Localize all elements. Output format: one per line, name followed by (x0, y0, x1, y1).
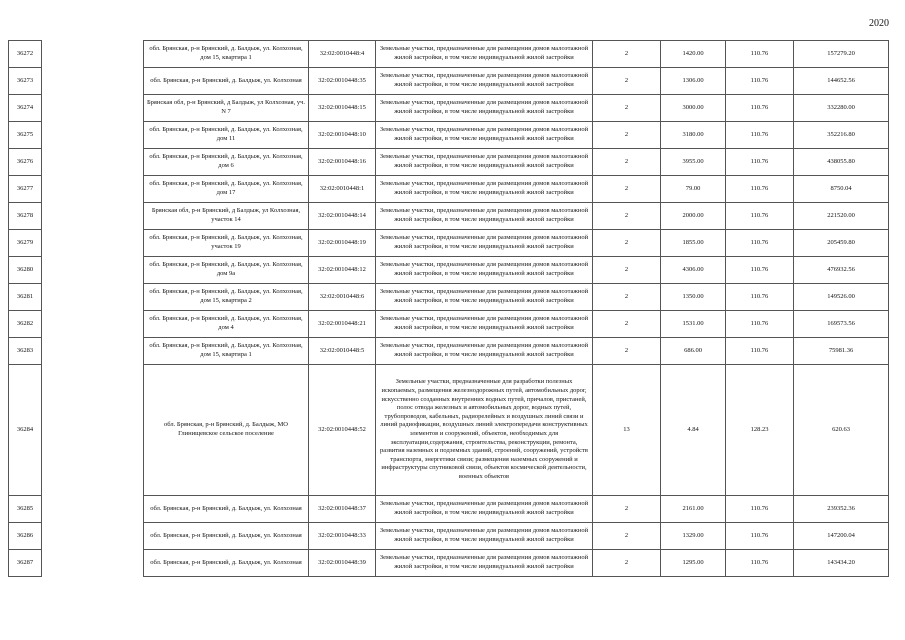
gap-cell (42, 496, 144, 523)
gap-cell (42, 257, 144, 284)
land-use-cell: Земельные участки, предназначенные для размещения домов малоэтажной жилой застройки, в том числе индивидуальной жилой застройки (376, 41, 593, 68)
land-use-cell: Земельные участки, предназначенные для размещения домов малоэтажной жилой застройки, в том числе индивидуальной жилой застройки (376, 95, 593, 122)
area-cell: 1306.00 (661, 68, 726, 95)
use-code-cell: 13 (593, 365, 661, 496)
land-use-cell: Земельные участки, предназначенные для размещения домов малоэтажной жилой застройки, в том числе индивидуальной жилой застройки (376, 496, 593, 523)
cadastral-value-cell: 332280.00 (794, 95, 889, 122)
table-row (9, 365, 889, 496)
cadastral-value-cell: 205459.80 (794, 230, 889, 257)
land-use-cell: Земельные участки, предназначенные для размещения домов малоэтажной жилой застройки, в том числе индивидуальной жилой застройки (376, 550, 593, 577)
use-code-cell: 2 (593, 95, 661, 122)
area-cell: 1420.00 (661, 41, 726, 68)
area-cell: 3000.00 (661, 95, 726, 122)
row-number-cell: 36279 (9, 230, 42, 257)
land-use-cell: Земельные участки, предназначенные для размещения домов малоэтажной жилой застройки, в том числе индивидуальной жилой застройки (376, 203, 593, 230)
table-row (9, 203, 889, 230)
row-number-cell: 36281 (9, 284, 42, 311)
cadastral-number-cell: 32:02:0010448:33 (309, 523, 376, 550)
gap-cell (42, 230, 144, 257)
address-cell: обл. Брянская, р-н Брянский, д. Балдыж, ул. Колхозная, дом 11 (144, 122, 309, 149)
row-number-cell: 36286 (9, 523, 42, 550)
row-number-cell: 36275 (9, 122, 42, 149)
area-cell: 1329.00 (661, 523, 726, 550)
cadastral-number-cell: 32:02:0010448:21 (309, 311, 376, 338)
gap-cell (42, 149, 144, 176)
cadastral-value-cell: 147200.04 (794, 523, 889, 550)
address-cell: обл. Брянская, р-н Брянский, д. Балдыж, ул. Колхозная, дом 15, квартира 2 (144, 284, 309, 311)
cadastral-value-cell: 8750.04 (794, 176, 889, 203)
row-number-cell: 36285 (9, 496, 42, 523)
land-use-cell: Земельные участки, предназначенные для размещения домов малоэтажной жилой застройки, в том числе индивидуальной жилой застройки (376, 523, 593, 550)
rate-cell: 110.76 (726, 230, 794, 257)
address-cell: обл. Брянская, р-н Брянский, д. Балдыж, ул. Колхозная, дом 15, квартира 1 (144, 338, 309, 365)
area-cell: 4.84 (661, 365, 726, 496)
cadastral-number-cell: 32:02:0010448:12 (309, 257, 376, 284)
table-row (9, 41, 889, 68)
row-number-cell: 36284 (9, 365, 42, 496)
table-row (9, 149, 889, 176)
table-row (9, 496, 889, 523)
address-cell: обл. Брянская, р-н Брянский, д. Балдыж, ул. Колхозная, дом 6 (144, 149, 309, 176)
rate-cell: 110.76 (726, 95, 794, 122)
cadastral-number-cell: 32:02:0010448:35 (309, 68, 376, 95)
address-cell: обл. Брянская, р-н Брянский, д. Балдыж, ул. Колхозная, дом 4 (144, 311, 309, 338)
cadastral-number-cell: 32:02:0010448:52 (309, 365, 376, 496)
land-use-cell: Земельные участки, предназначенные для размещения домов малоэтажной жилой застройки, в том числе индивидуальной жилой застройки (376, 311, 593, 338)
use-code-cell: 2 (593, 230, 661, 257)
address-cell: обл. Брянская, р-н Брянский, д. Балдыж, ул. Колхозная (144, 523, 309, 550)
rate-cell: 110.76 (726, 338, 794, 365)
use-code-cell: 2 (593, 523, 661, 550)
table-row (9, 230, 889, 257)
rate-cell: 110.76 (726, 523, 794, 550)
rate-cell: 110.76 (726, 149, 794, 176)
cadastral-number-cell: 32:02:0010448:16 (309, 149, 376, 176)
cadastral-number-cell: 32:02:0010448:39 (309, 550, 376, 577)
use-code-cell: 2 (593, 203, 661, 230)
gap-cell (42, 176, 144, 203)
rate-cell: 110.76 (726, 496, 794, 523)
area-cell: 79.00 (661, 176, 726, 203)
table-row (9, 95, 889, 122)
area-cell: 1531.00 (661, 311, 726, 338)
rate-cell: 110.76 (726, 122, 794, 149)
cadastral-value-cell: 144652.56 (794, 68, 889, 95)
land-use-cell: Земельные участки, предназначенные для размещения домов малоэтажной жилой застройки, в том числе индивидуальной жилой застройки (376, 257, 593, 284)
use-code-cell: 2 (593, 41, 661, 68)
cadastral-value-cell: 143434.20 (794, 550, 889, 577)
area-cell: 4306.00 (661, 257, 726, 284)
use-code-cell: 2 (593, 149, 661, 176)
table-row (9, 257, 889, 284)
rate-cell: 110.76 (726, 311, 794, 338)
rate-cell: 110.76 (726, 68, 794, 95)
use-code-cell: 2 (593, 68, 661, 95)
land-use-cell: Земельные участки, предназначенные для размещения домов малоэтажной жилой застройки, в том числе индивидуальной жилой застройки (376, 149, 593, 176)
row-number-cell: 36282 (9, 311, 42, 338)
cadastral-number-cell: 32:02:0010448:1 (309, 176, 376, 203)
cadastral-number-cell: 32:02:0010448:6 (309, 284, 376, 311)
address-cell: обл. Брянская, р-н Брянский, д. Балдыж, ул. Колхозная (144, 550, 309, 577)
gap-cell (42, 41, 144, 68)
cadastral-number-cell: 32:02:0010448:10 (309, 122, 376, 149)
table-row (9, 311, 889, 338)
cadastral-value-cell: 149526.00 (794, 284, 889, 311)
cadastral-number-cell: 32:02:0010448:37 (309, 496, 376, 523)
address-cell: обл. Брянская, р-н Брянский, д. Балдыж, ул. Колхозная (144, 68, 309, 95)
address-cell: обл. Брянская, р-н Брянский, д. Балдыж, ул. Колхозная, участок 19 (144, 230, 309, 257)
cadastral-value-cell: 221520.00 (794, 203, 889, 230)
land-use-cell: Земельные участки, предназначенные для размещения домов малоэтажной жилой застройки, в том числе индивидуальной жилой застройки (376, 338, 593, 365)
area-cell: 1295.00 (661, 550, 726, 577)
cadastral-number-cell: 32:02:0010448:5 (309, 338, 376, 365)
cadastral-value-cell: 239352.36 (794, 496, 889, 523)
cadastral-value-table (8, 40, 889, 577)
area-cell: 3955.00 (661, 149, 726, 176)
gap-cell (42, 311, 144, 338)
use-code-cell: 2 (593, 338, 661, 365)
gap-cell (42, 550, 144, 577)
area-cell: 1855.00 (661, 230, 726, 257)
rate-cell: 110.76 (726, 203, 794, 230)
row-number-cell: 36280 (9, 257, 42, 284)
table-row (9, 284, 889, 311)
use-code-cell: 2 (593, 257, 661, 284)
gap-cell (42, 338, 144, 365)
rate-cell: 110.76 (726, 176, 794, 203)
use-code-cell: 2 (593, 122, 661, 149)
gap-cell (42, 365, 144, 496)
table-row (9, 523, 889, 550)
area-cell: 2161.00 (661, 496, 726, 523)
row-number-cell: 36276 (9, 149, 42, 176)
row-number-cell: 36274 (9, 95, 42, 122)
cadastral-value-cell: 352216.80 (794, 122, 889, 149)
cadastral-value-cell: 620.63 (794, 365, 889, 496)
rate-cell: 110.76 (726, 284, 794, 311)
area-cell: 686.00 (661, 338, 726, 365)
land-use-cell: Земельные участки, предназначенные для размещения домов малоэтажной жилой застройки, в том числе индивидуальной жилой застройки (376, 122, 593, 149)
table-row (9, 68, 889, 95)
gap-cell (42, 284, 144, 311)
cadastral-number-cell: 32:02:0010448:14 (309, 203, 376, 230)
row-number-cell: 36287 (9, 550, 42, 577)
cadastral-value-cell: 476932.56 (794, 257, 889, 284)
use-code-cell: 2 (593, 284, 661, 311)
address-cell: Брянская обл, р-н Брянский, д Балдыж, ул Колхозная, участок 14 (144, 203, 309, 230)
cadastral-number-cell: 32:02:0010448:19 (309, 230, 376, 257)
row-number-cell: 36283 (9, 338, 42, 365)
area-cell: 3180.00 (661, 122, 726, 149)
rate-cell: 110.76 (726, 41, 794, 68)
row-number-cell: 36272 (9, 41, 42, 68)
table-row (9, 550, 889, 577)
cadastral-value-cell: 157279.20 (794, 41, 889, 68)
gap-cell (42, 203, 144, 230)
table-row (9, 176, 889, 203)
land-use-cell: Земельные участки, предназначенные для размещения домов малоэтажной жилой застройки, в том числе индивидуальной жилой застройки (376, 230, 593, 257)
table-body (9, 41, 889, 577)
rate-cell: 128.23 (726, 365, 794, 496)
row-number-cell: 36277 (9, 176, 42, 203)
land-use-cell: Земельные участки, предназначенные для размещения домов малоэтажной жилой застройки, в том числе индивидуальной жилой застройки (376, 284, 593, 311)
cadastral-number-cell: 32:02:0010448:4 (309, 41, 376, 68)
gap-cell (42, 523, 144, 550)
use-code-cell: 2 (593, 176, 661, 203)
page-number: 2020 (869, 18, 889, 29)
cadastral-number-cell: 32:02:0010448:15 (309, 95, 376, 122)
rate-cell: 110.76 (726, 257, 794, 284)
row-number-cell: 36278 (9, 203, 42, 230)
area-cell: 1350.00 (661, 284, 726, 311)
use-code-cell: 2 (593, 496, 661, 523)
area-cell: 2000.00 (661, 203, 726, 230)
land-use-cell: Земельные участки, предназначенные для размещения домов малоэтажной жилой застройки, в том числе индивидуальной жилой застройки (376, 68, 593, 95)
cadastral-value-cell: 438055.80 (794, 149, 889, 176)
row-number-cell: 36273 (9, 68, 42, 95)
land-use-cell: Земельные участки, предназначенные для разработки полезных ископаемых, размещения железнодорожных путей, автомобильных дорог, искусственно созданных внутренних водных путей, причалов, пристаней, полос отвода железных и автомобильных дорог, водных путей, трубопроводов, кабельных, радиорелейных и воздушных линий связи и линий радиофикации, воздушных линий электропередачи конструктивных элементов и сооружений, объектов, необходимых для эксплуатации,содержания, строительства, реконструкции, ремонта, развития наземных и подземных зданий, строений, сооружений, устройств транспорта, энергетики связи; размещения наземных сооружений и инфраструктуры спутниковой связи, объектов космической деятельности, военных объектов (376, 365, 593, 496)
address-cell: обл. Брянская, р-н Брянский, д. Балдыж, ул. Колхозная, дом 15, квартира 1 (144, 41, 309, 68)
address-cell: обл. Брянская, р-н Брянский, д. Балдыж, МО Глинищевское сельское поселение (144, 365, 309, 496)
table-row (9, 122, 889, 149)
gap-cell (42, 122, 144, 149)
address-cell: Брянская обл, р-н Брянский, д Балдыж, ул Колхозная, уч. N 7 (144, 95, 309, 122)
gap-cell (42, 95, 144, 122)
table-row (9, 338, 889, 365)
cadastral-value-cell: 169573.56 (794, 311, 889, 338)
rate-cell: 110.76 (726, 550, 794, 577)
gap-cell (42, 68, 144, 95)
use-code-cell: 2 (593, 311, 661, 338)
cadastral-value-cell: 75981.36 (794, 338, 889, 365)
address-cell: обл. Брянская, р-н Брянский, д. Балдыж, ул. Колхозная, дом 9а (144, 257, 309, 284)
land-use-cell: Земельные участки, предназначенные для размещения домов малоэтажной жилой застройки, в том числе индивидуальной жилой застройки (376, 176, 593, 203)
use-code-cell: 2 (593, 550, 661, 577)
address-cell: обл. Брянская, р-н Брянский, д. Балдыж, ул. Колхозная, дом 17 (144, 176, 309, 203)
address-cell: обл. Брянская, р-н Брянский, д. Балдыж, ул. Колхозная (144, 496, 309, 523)
